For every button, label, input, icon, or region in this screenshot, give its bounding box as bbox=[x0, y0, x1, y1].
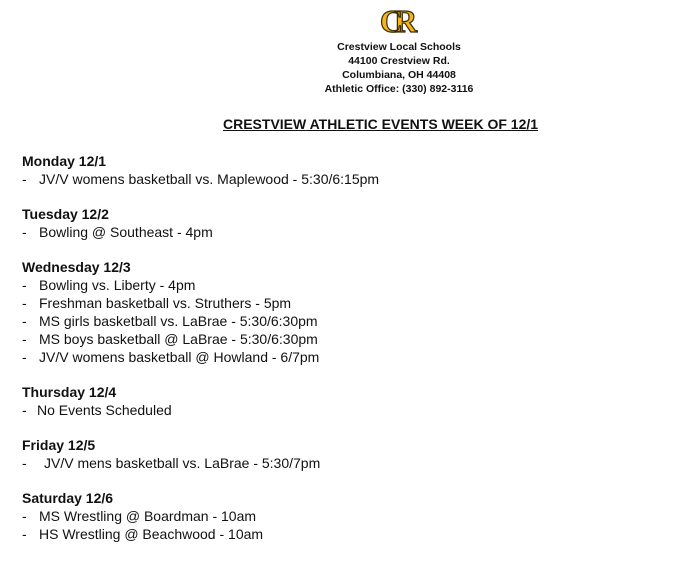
event-item bbox=[22, 170, 662, 188]
event-text: No Events Scheduled bbox=[37, 402, 172, 418]
day-friday bbox=[22, 436, 662, 472]
event-text: MS boys basketball @ LaBrae - 5:30/6:30pm bbox=[39, 331, 318, 347]
weekly-schedule bbox=[22, 152, 662, 560]
event-text: HS Wrestling @ Beachwood - 10am bbox=[39, 526, 264, 542]
bullet-dash: - bbox=[22, 277, 27, 293]
event-text: MS Wrestling @ Boardman - 10am bbox=[39, 508, 257, 524]
event-text: JV/V mens basketball vs. LaBrae - 5:30/7pm bbox=[44, 455, 321, 471]
school-street: 44100 Crestview Rd. bbox=[348, 55, 450, 67]
day-monday bbox=[22, 152, 662, 188]
day-wednesday bbox=[22, 258, 662, 366]
day-heading: Wednesday 12/3 bbox=[22, 259, 131, 275]
event-item bbox=[22, 454, 662, 472]
day-thursday bbox=[22, 383, 662, 419]
day-tuesday bbox=[22, 205, 662, 241]
bullet-dash: - bbox=[22, 526, 27, 542]
day-heading: Monday 12/1 bbox=[22, 153, 107, 169]
cr-logo-icon bbox=[378, 2, 418, 40]
event-item bbox=[22, 223, 662, 241]
event-text: JV/V womens basketball vs. Maplewood - 5:30/6:15pm bbox=[39, 171, 380, 187]
bullet-dash: - bbox=[22, 331, 27, 347]
bullet-dash: - bbox=[22, 455, 27, 471]
bullet-dash: - bbox=[22, 171, 27, 187]
event-item bbox=[22, 330, 662, 348]
school-city: Columbiana, OH 44408 bbox=[342, 69, 456, 81]
day-heading: Thursday 12/4 bbox=[22, 384, 117, 400]
school-name: Crestview Local Schools bbox=[337, 41, 461, 53]
bullet-dash: - bbox=[22, 295, 27, 311]
event-item bbox=[22, 525, 662, 543]
event-item bbox=[22, 294, 662, 312]
bullet-dash: - bbox=[22, 402, 27, 418]
bullet-dash: - bbox=[22, 508, 27, 524]
event-text: JV/V womens basketball @ Howland - 6/7pm bbox=[39, 349, 320, 365]
event-item bbox=[22, 348, 662, 366]
athletic-office-phone: Athletic Office: (330) 892-3116 bbox=[324, 83, 474, 95]
svg-text:CR: CR bbox=[380, 3, 409, 39]
event-item bbox=[22, 276, 662, 294]
bullet-dash: - bbox=[22, 349, 27, 365]
event-item bbox=[22, 401, 662, 419]
event-item bbox=[22, 507, 662, 525]
day-heading: Tuesday 12/2 bbox=[22, 206, 109, 222]
day-heading: Saturday 12/6 bbox=[22, 490, 114, 506]
page-title: CRESTVIEW ATHLETIC EVENTS WEEK OF 12/1 bbox=[223, 116, 539, 132]
event-text: Freshman basketball vs. Struthers - 5pm bbox=[39, 295, 292, 311]
event-text: MS girls basketball vs. LaBrae - 5:30/6:30pm bbox=[39, 313, 318, 329]
school-logo bbox=[378, 2, 418, 40]
day-heading: Friday 12/5 bbox=[22, 437, 96, 453]
day-saturday bbox=[22, 489, 662, 543]
event-text: Bowling @ Southeast - 4pm bbox=[39, 224, 213, 240]
bullet-dash: - bbox=[22, 224, 27, 240]
bullet-dash: - bbox=[22, 313, 27, 329]
school-header bbox=[299, 40, 499, 96]
event-item bbox=[22, 312, 662, 330]
event-text: Bowling vs. Liberty - 4pm bbox=[39, 277, 196, 293]
